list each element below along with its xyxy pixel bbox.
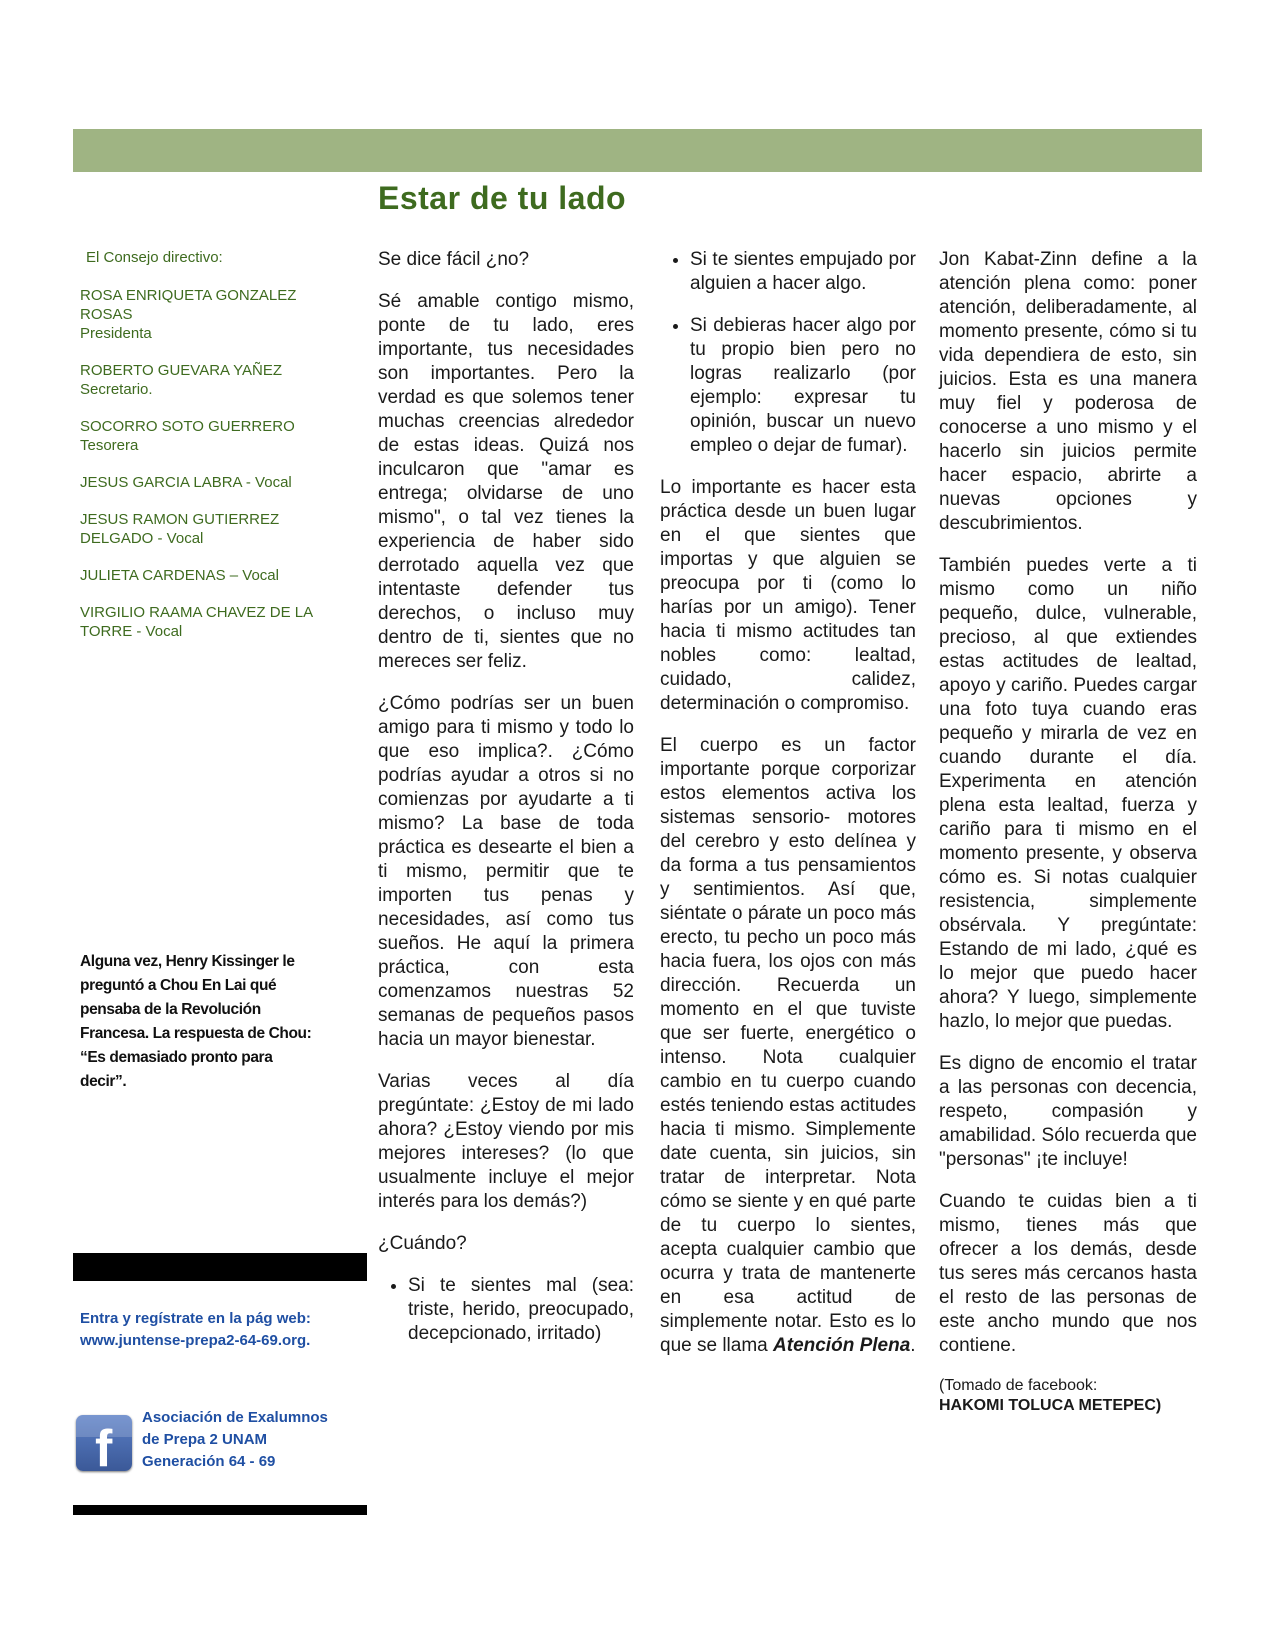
article-text: El cuerpo es un factor importante porque corporizar estos elementos activa los sistemas sensorio- motores del cerebro y esto delínea y da forma a tus pensamientos y sentimientos. Así que, siéntate o párate un poco más erecto, tu pecho un poco más hacia fuera, los ojos con más dirección. Recuerda un momento en el que tuviste que ser fuerte, energético o intenso. Nota cualquier cambio en tu cuerpo cuando estés teniendo estas actitudes hacia ti mismo. Simplemente date cuenta, sin juicios, sin tratar de interpretar. Nota cómo se siente y en qué parte de tu cuerpo lo sientes, acepta cualquier cambio que ocurra y trata de mantenerte en esa actitud de simplemente notar. Esto es lo que se llama	[660, 735, 916, 1356]
board-member	[80, 510, 350, 548]
board-member	[80, 286, 350, 343]
article-column-2	[660, 248, 916, 1376]
member-name: ROSA ENRIQUETA GONZALEZ ROSAS	[80, 287, 297, 323]
member-name: JESUS RAMON GUTIERREZ DELGADO - Vocal	[80, 511, 280, 547]
board-member	[80, 603, 350, 641]
source-credit	[939, 1376, 1197, 1416]
when-list	[660, 248, 916, 458]
article-paragraph: Lo importante es hacer esta práctica desde un buen lugar en el que sientes que importas y que alguien se preocupa por ti (como lo harías por un amigo). Tener hacia ti mismo actitudes tan nobles como: lealtad, cuidado, calidez, determinación o compromiso.	[660, 477, 916, 714]
board-member	[80, 473, 350, 492]
article-paragraph: Jon Kabat-Zinn define a la atención plena como: poner atención, deliberadamente, al momento presente, cómo si tu vida dependiera de esto, sin juicios. Esta es una manera muy fiel y poderosa de conocerse a uno mismo y el hacerlo sin juicios permite hacer espacio, abrirte a nuevas opciones y descubrimientos.	[939, 249, 1197, 534]
website-link[interactable]: www.juntense-prepa2-64-69.org.	[80, 1332, 311, 1349]
article-title: Estar de tu lado	[378, 180, 627, 216]
header-band	[73, 129, 1202, 172]
sidebar-divider	[73, 1253, 367, 1281]
emphasis-text: Atención Plena	[773, 1335, 911, 1356]
member-role: Secretario.	[80, 381, 153, 398]
facebook-group-line: Generación 64 - 69	[142, 1453, 276, 1470]
article-paragraph: Es digno de encomio el tratar a las personas con decencia, respeto, compasión y amabilidad. Sólo recuerda que "personas" ¡te incluye!	[939, 1053, 1197, 1170]
article-paragraph: Varias veces al día pregúntate: ¿Estoy de mi lado ahora? ¿Estoy viendo por mis mejores intereses? (lo que usualmente incluye el mejor interés para los demás?)	[378, 1071, 634, 1212]
member-role: Tesorera	[80, 437, 139, 454]
member-name: VIRGILIO RAAMA CHAVEZ DE LA TORRE - Vocal	[80, 604, 313, 640]
article-column-3	[939, 248, 1197, 1434]
source-line: (Tomado de facebook:	[939, 1377, 1098, 1394]
list-item: • Si debieras hacer algo por tu propio bien pero no logras realizarlo (por ejemplo: expresar tu opinión, buscar un nuevo empleo o dejar de fumar).	[690, 314, 916, 458]
facebook-group-line: Asociación de Exalumnos	[142, 1409, 328, 1426]
member-name: JESUS GARCIA LABRA - Vocal	[80, 474, 292, 491]
sidebar-board	[80, 248, 350, 659]
when-list	[378, 1274, 634, 1346]
article-paragraph: ¿Cuándo?	[378, 1233, 467, 1254]
article-paragraph: También puedes verte a ti mismo como un niño pequeño, dulce, vulnerable, precioso, al que extiendes estas actitudes de lealtad, apoyo y cariño. Puedes cargar una foto tuya cuando eras pequeño y mirarla de vez en cuando durante el día. Experimenta en atención plena esta lealtad, fuerza y cariño para ti mismo en el momento presente, y observa cómo es. Si notas cualquier resistencia, simplemente obsérvala. Y pregúntate: Estando de mi lado, ¿qué es lo mejor que puedo hacer ahora? Y luego, simplemente hazlo, lo mejor que puedas.	[939, 555, 1197, 1032]
article-paragraph: Sé amable contigo mismo, ponte de tu lado, eres importante, tus necesidades son importantes. Pero la verdad es que solemos tener muchas creencias alrededor de estas ideas. Quizá nos inculcaron que "amar es entrega; olvidarse de uno mismo", o tal vez tienes la experiencia de haber sido derrotado aquella vez que intentaste defender tus derechos, o incluso muy dentro de ti, sientes que no mereces ser feliz.	[378, 291, 634, 672]
facebook-icon[interactable]: f	[76, 1415, 132, 1471]
sidebar-bottom-divider	[73, 1505, 367, 1515]
member-name: ROBERTO GUEVARA YAÑEZ	[80, 362, 283, 379]
article-paragraph: Cuando te cuidas bien a ti mismo, tienes más que ofrecer a los demás, desde tus seres más cercanos hasta el resto de las personas de este ancho mundo que nos contiene.	[939, 1191, 1197, 1356]
article-column-1	[378, 248, 634, 1364]
board-member	[80, 417, 350, 455]
board-heading: El Consejo directivo:	[86, 249, 223, 266]
website-prompt: Entra y regístrate en la pág web:	[80, 1310, 311, 1327]
article-paragraph	[660, 734, 916, 1358]
source-line: HAKOMI TOLUCA METEPEC)	[939, 1397, 1162, 1414]
kissinger-quote: Alguna vez, Henry Kissinger le preguntó a Chou En Lai qué pensaba de la Revolución Francesa. La respuesta de Chou: “Es demasiado pronto para decir”.	[80, 953, 312, 1090]
member-name: JULIETA CARDENAS – Vocal	[80, 567, 279, 584]
facebook-group-line: de Prepa 2 UNAM	[142, 1431, 268, 1448]
member-role: Presidenta	[80, 325, 152, 342]
list-item: • Si te sientes empujado por alguien a hacer algo.	[690, 248, 916, 296]
website-note	[80, 1308, 360, 1352]
list-item: • Si te sientes mal (sea: triste, herido, preocupado, decepcionado, irritado)	[408, 1274, 634, 1346]
member-name: SOCORRO SOTO GUERRERO	[80, 418, 295, 435]
board-member	[80, 566, 350, 585]
article-text: .	[910, 1335, 916, 1356]
facebook-group[interactable]	[142, 1407, 372, 1473]
article-paragraph: Se dice fácil ¿no?	[378, 249, 530, 270]
board-member	[80, 361, 350, 399]
article-paragraph: ¿Cómo podrías ser un buen amigo para ti mismo y todo lo que eso implica?. ¿Cómo podrías ayudar a otros si no comienzas por ayudarte a ti mismo? La base de toda práctica es desearte el bien a ti mismo, permitir que te importen tus penas y necesidades, así como tus sueños. He aquí la primera práctica, con esta comenzamos nuestras 52 semanas de pequeños pasos hacia un mayor bienestar.	[378, 693, 634, 1050]
